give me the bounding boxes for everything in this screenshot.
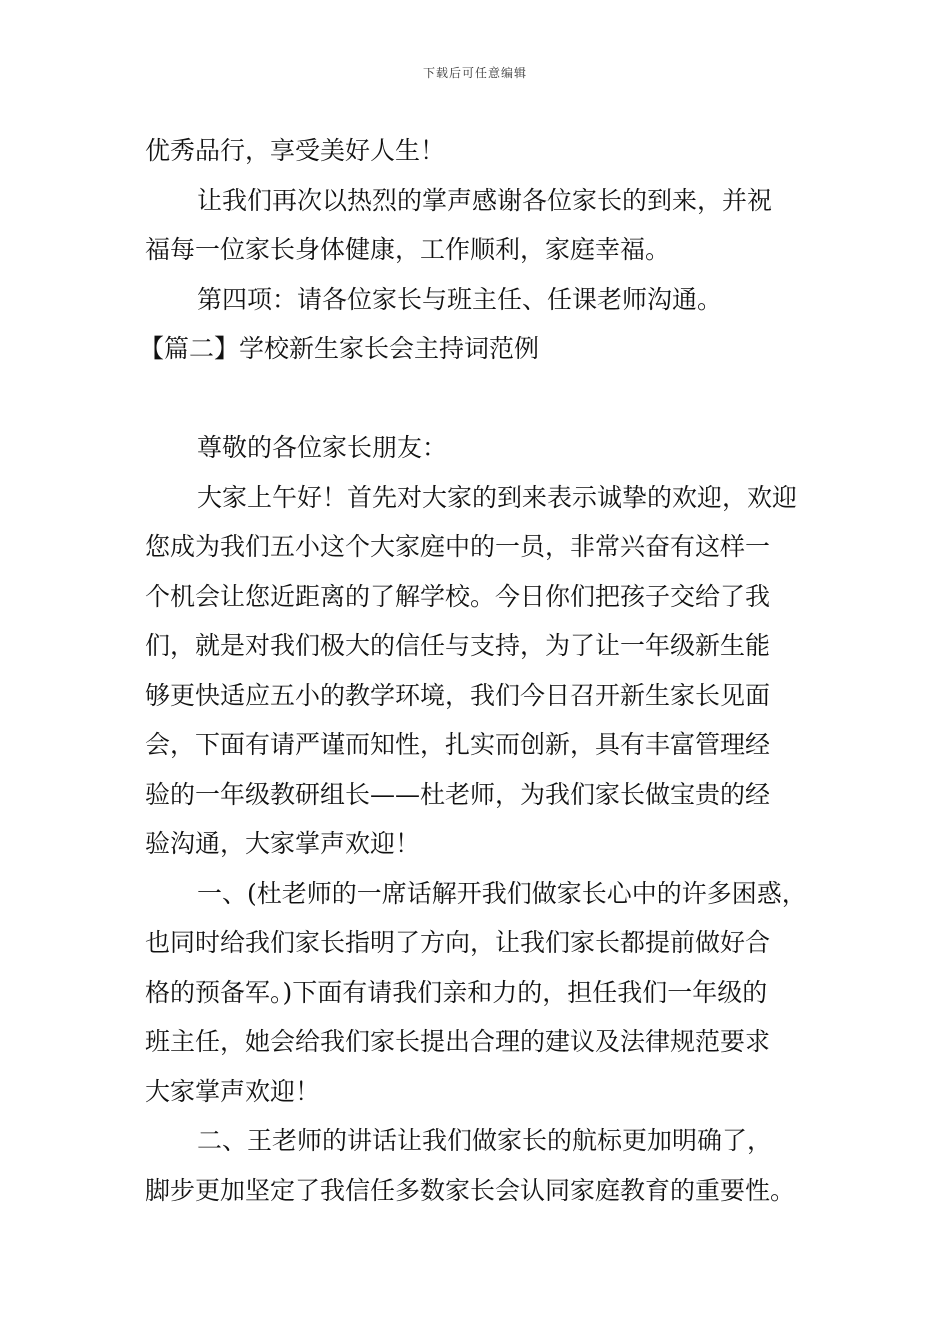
paragraph-line: 也同时给我们家长指明了方向，让我们家长都提前做好合	[145, 928, 771, 957]
paragraph-line: 验沟通，大家掌声欢迎！	[145, 829, 421, 858]
page-header: 下载后可任意编辑	[422, 66, 527, 80]
paragraph-line: 二、王老师的讲话让我们做家长的航标更加明确了，	[197, 1126, 773, 1155]
paragraph-line: 够更快适应五小的教学环境，我们今日召开新生家长见面	[145, 680, 771, 710]
blank-line	[145, 374, 817, 424]
paragraph-line: 让我们再次以热烈的掌声感谢各位家长的到来，并祝	[197, 185, 773, 215]
paragraph-line: 会，下面有请严谨而知性，扎实而创新，具有丰富管理经	[145, 730, 771, 759]
section-heading: 【篇二】学校新生家长会主持词范例	[139, 334, 540, 363]
paragraph-line: 验的一年级教研组长——杜老师，为我们家长做宝贵的经	[145, 779, 771, 809]
salutation: 尊敬的各位家长朋友：	[197, 433, 448, 462]
paragraph-line: 优秀品行，享受美好人生！	[145, 136, 446, 165]
paragraph-line: 您成为我们五小这个大家庭中的一员，非常兴奋有这样一	[145, 532, 771, 561]
paragraph-line: 格的预备军。)下面有请我们亲和力的，担任我们一年级的	[145, 977, 768, 1007]
document-body	[139, 126, 817, 1215]
paragraph-line: 大家掌声欢迎！	[145, 1076, 321, 1106]
paragraph-line: 一、(杜老师的一席话解开我们做家长心中的许多困惑，	[197, 878, 807, 908]
paragraph-line: 第四项：请各位家长与班主任、任课老师沟通。	[197, 284, 723, 314]
paragraph-line: 脚步更加坚定了我信任多数家长会认同家庭教育的重要性。	[145, 1175, 796, 1205]
paragraph-line: 福每一位家长身体健康，工作顺利，家庭幸福。	[145, 235, 671, 264]
paragraph-line: 大家上午好！首先对大家的到来表示诚挚的欢迎，欢迎	[197, 482, 798, 512]
paragraph-line: 们，就是对我们极大的信任与支持，为了让一年级新生能	[145, 631, 771, 660]
paragraph-line: 个机会让您近距离的了解学校。今日你们把孩子交给了我	[145, 581, 771, 611]
paragraph-line: 班主任，她会给我们家长提出合理的建议及法律规范要求	[145, 1027, 771, 1056]
